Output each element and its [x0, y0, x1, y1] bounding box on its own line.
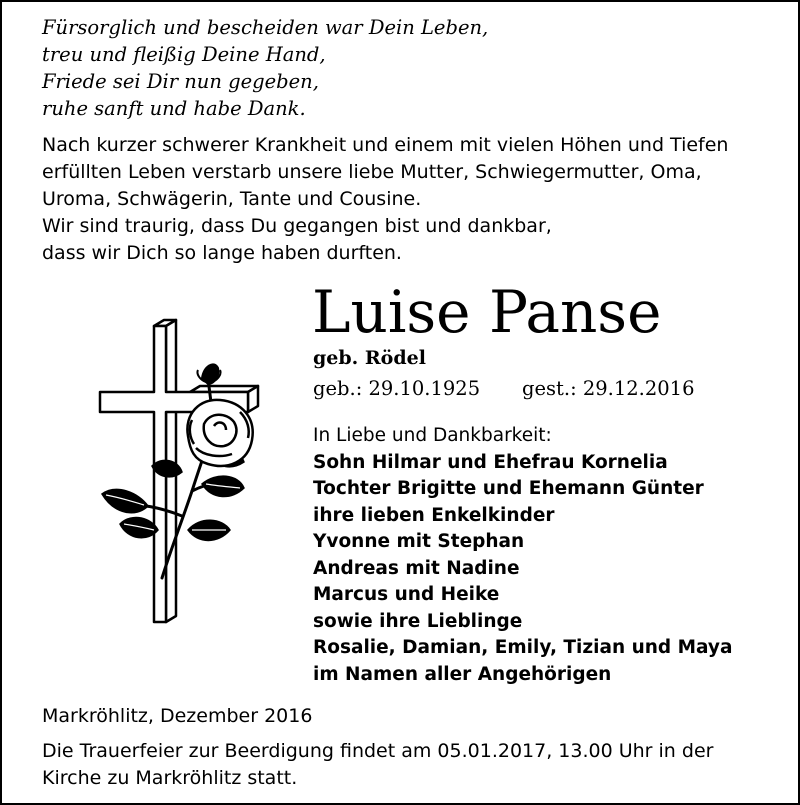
- place-date: Markröhlitz, Dezember 2016: [42, 705, 313, 727]
- survivor-line: Andreas mit Nadine: [313, 557, 520, 579]
- death-date: gest.: 29.12.2016: [522, 377, 695, 400]
- survivors-heading: In Liebe und Dankbarkeit:: [313, 425, 552, 446]
- intro-line: erfüllten Leben verstarb unsere liebe Mutter, Schwiegermutter, Oma,: [42, 161, 702, 183]
- intro-line: dass wir Dich so lange haben durften.: [42, 242, 402, 264]
- poem-line: treu und fleißig Deine Hand,: [42, 43, 326, 66]
- survivor-line: Marcus und Heike: [313, 584, 500, 605]
- poem-line: Fürsorglich und bescheiden war Dein Leben,: [42, 16, 489, 39]
- intro-line: Nach kurzer schwerer Krankheit und einem mit vielen Höhen und Tiefen: [42, 134, 729, 156]
- survivor-line: Sohn Hilmar und Ehefrau Kornelia: [313, 451, 668, 473]
- survivors-list: [313, 423, 732, 688]
- survivor-line: sowie ihre Lieblinge: [313, 610, 523, 632]
- intro-line: Uroma, Schwägerin, Tante und Cousine.: [42, 188, 422, 210]
- poem-line: Friede sei Dir nun gegeben,: [42, 70, 319, 93]
- poem: [42, 14, 488, 122]
- survivor-line: Yvonne mit Stephan: [313, 531, 525, 552]
- cross-with-rose-icon: [92, 316, 262, 626]
- deceased-name: Luise Panse: [312, 278, 662, 346]
- survivor-line: Tochter Brigitte und Ehemann Günter: [313, 478, 704, 499]
- poem-line: ruhe sanft und habe Dank.: [42, 97, 306, 120]
- funeral-line: Kirche zu Markröhlitz statt.: [42, 766, 298, 789]
- survivor-line: im Namen aller Angehörigen: [313, 663, 612, 685]
- intro-line: Wir sind traurig, dass Du gegangen bist und dankbar,: [42, 215, 552, 237]
- intro-text: [42, 132, 728, 267]
- birth-date: geb.: 29.10.1925: [313, 377, 481, 400]
- rose-bud-icon: [197, 364, 220, 384]
- life-dates: [313, 376, 695, 402]
- survivor-line: Rosalie, Damian, Emily, Tizian und Maya: [313, 637, 733, 658]
- survivor-line: ihre lieben Enkelkinder: [313, 504, 555, 526]
- funeral-notice: [42, 738, 713, 791]
- rose-bloom-icon: [187, 400, 252, 466]
- funeral-line: Die Trauerfeier zur Beerdigung findet am 05.01.2017, 13.00 Uhr in der: [42, 740, 714, 762]
- birth-name: geb. Rödel: [313, 347, 426, 369]
